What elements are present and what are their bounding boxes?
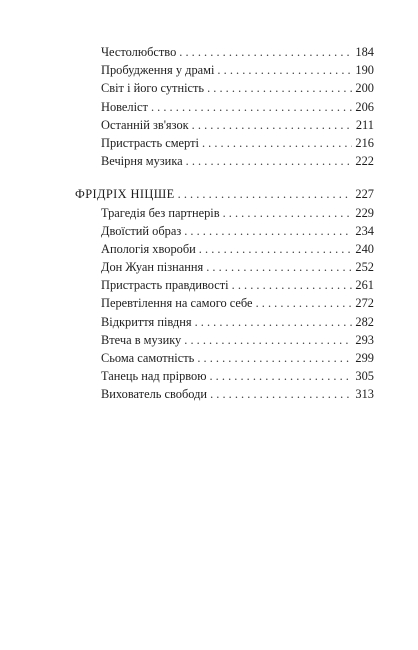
toc-entry bbox=[75, 240, 374, 258]
toc-entry bbox=[75, 367, 374, 385]
toc-entry-page: 190 bbox=[355, 63, 374, 78]
dot-leader bbox=[179, 43, 352, 61]
toc-entry-page: 282 bbox=[355, 314, 374, 329]
toc-entry-page: 252 bbox=[355, 260, 374, 275]
toc-entry-page: 234 bbox=[355, 223, 374, 238]
toc-entry bbox=[101, 61, 374, 79]
toc-entry-title: Перевтілення на самого себе bbox=[101, 296, 253, 311]
dot-leader bbox=[195, 313, 353, 331]
toc-entry-title: Честолюбство bbox=[101, 45, 177, 59]
toc-entry bbox=[75, 294, 374, 312]
dot-leader bbox=[192, 116, 353, 134]
toc-entry-page: 293 bbox=[355, 332, 374, 347]
dot-leader bbox=[209, 367, 352, 385]
toc-entry-page: 229 bbox=[355, 205, 374, 220]
dot-leader bbox=[178, 185, 353, 203]
toc-section-page: 227 bbox=[355, 187, 374, 202]
toc-entry bbox=[101, 43, 374, 61]
dot-leader bbox=[206, 258, 352, 276]
toc-entry-page: 305 bbox=[355, 369, 374, 384]
toc-entry-page: 299 bbox=[355, 351, 374, 365]
toc-entry-title: Трагедія без партнерів bbox=[101, 205, 220, 220]
dot-leader bbox=[186, 152, 353, 170]
dot-leader bbox=[256, 294, 353, 312]
toc-entry-page: 222 bbox=[355, 154, 374, 169]
toc-entry-page: 206 bbox=[355, 99, 374, 114]
toc-entry-page: 184 bbox=[355, 45, 374, 59]
toc-section-heading bbox=[75, 185, 374, 203]
toc-entry-page: 272 bbox=[355, 296, 374, 311]
toc-entry-page: 216 bbox=[355, 135, 374, 150]
toc-entry bbox=[75, 313, 374, 331]
toc-entry-title: Дон Жуан пізнання bbox=[101, 260, 204, 275]
toc-entry-title: Пристрасть правдивості bbox=[101, 278, 229, 293]
toc-entry bbox=[75, 258, 374, 276]
toc-entry bbox=[101, 98, 374, 116]
toc-entry-title: Сьома самотність bbox=[101, 351, 195, 365]
table-of-contents bbox=[75, 43, 374, 404]
toc-entry-page: 240 bbox=[355, 241, 374, 256]
toc-entry-title: Новеліст bbox=[101, 99, 148, 114]
toc-entry bbox=[101, 134, 374, 152]
dot-leader bbox=[184, 222, 352, 240]
toc-entry bbox=[75, 349, 374, 367]
toc-entry-page: 313 bbox=[355, 387, 374, 402]
toc-entry-title: Апологія хвороби bbox=[101, 241, 196, 256]
dot-leader bbox=[151, 98, 352, 116]
dot-leader bbox=[202, 134, 352, 152]
dot-leader bbox=[223, 204, 353, 222]
toc-entry bbox=[75, 204, 374, 222]
toc-entry bbox=[75, 331, 374, 349]
dot-leader bbox=[199, 240, 353, 258]
toc-entry bbox=[75, 222, 374, 240]
toc-entry-page: 261 bbox=[355, 278, 374, 293]
dot-leader bbox=[210, 385, 352, 403]
toc-entry-title: Вихователь свободи bbox=[101, 387, 208, 402]
toc-entry-title: Танець над прірвою bbox=[101, 369, 207, 384]
toc-entry bbox=[75, 276, 374, 294]
dot-leader bbox=[217, 61, 352, 79]
dot-leader bbox=[197, 349, 352, 367]
toc-entry-title: Світ і його сутність bbox=[101, 81, 205, 96]
toc-group-nietzsche bbox=[75, 185, 374, 403]
toc-entry-title: Двоїстий образ bbox=[101, 223, 182, 238]
toc-entry-title: Пробудження у драмі bbox=[101, 63, 215, 78]
toc-entry bbox=[101, 152, 374, 170]
toc-entry-title: Втеча в музику bbox=[101, 332, 182, 347]
toc-entry bbox=[101, 116, 374, 134]
dot-leader bbox=[207, 79, 352, 97]
toc-entry-title: Останній зв'язок bbox=[101, 117, 189, 132]
dot-leader bbox=[184, 331, 352, 349]
toc-entry-title: Пристрасть смерті bbox=[101, 135, 199, 150]
toc-entry bbox=[75, 385, 374, 403]
toc-entry-page: 211 bbox=[355, 117, 374, 132]
toc-section-title: ФРІДРІХ НІЦШЕ bbox=[75, 187, 175, 202]
toc-entry bbox=[101, 79, 374, 97]
toc-entry-title: Вечірня музика bbox=[101, 154, 183, 169]
toc-entry-title: Відкриття півдня bbox=[101, 314, 192, 329]
toc-entry-page: 200 bbox=[355, 81, 374, 96]
toc-group-previous-section bbox=[75, 43, 374, 170]
dot-leader bbox=[232, 276, 353, 294]
